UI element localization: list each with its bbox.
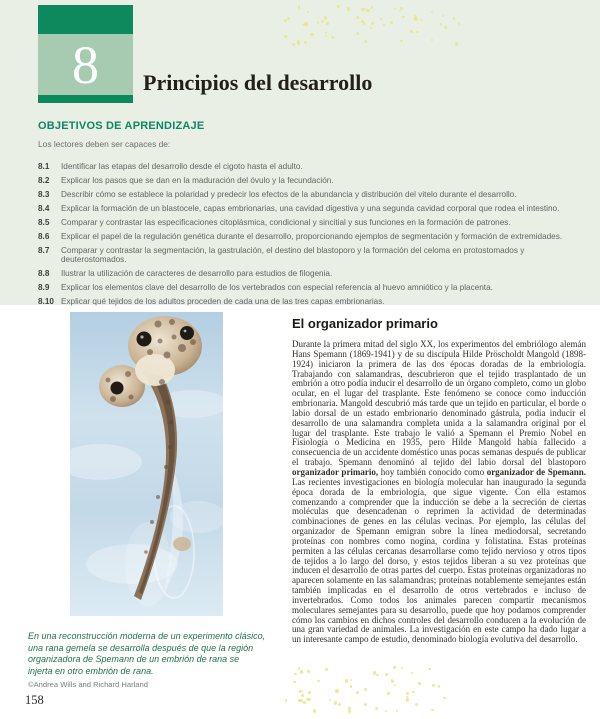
objectives-lead: Los lectores deben ser capaces de: — [38, 139, 171, 149]
objective-text: Describir cómo se establece la polaridad y predecir los efectos de la abundancia y distribución del vitelo durante el desarrollo. — [61, 190, 517, 199]
objective-text: Ilustrar la utilización de caracteres de desarrollo para estudios de filogenia. — [61, 268, 333, 278]
decorative-dot — [293, 681, 296, 684]
objective-number: 8.6 — [38, 232, 50, 241]
objective-text: Explicar los pasos que se dan en la maduración del óvulo y la fecundación. — [61, 176, 334, 185]
objective-number: 8.2 — [38, 176, 50, 185]
decorative-dot — [406, 696, 408, 698]
decorative-dot — [298, 699, 301, 702]
objective-item — [38, 247, 590, 264]
objective-text: Explicar qué tejidos de los adultos proceden de cada una de las tres capas embrionarias. — [61, 296, 385, 306]
decorative-dot — [300, 670, 304, 674]
objective-item — [38, 205, 590, 214]
decorative-dot — [438, 685, 441, 688]
body-segment: hoy también conocido como — [378, 466, 487, 477]
objective-item — [38, 219, 590, 228]
figure-credit: ©Andrea Wills and Richard Harland — [28, 679, 148, 689]
decorative-dot — [356, 691, 358, 693]
decorative-dot — [334, 701, 337, 704]
objective-number: 8.5 — [38, 218, 50, 227]
decorative-dot — [313, 709, 316, 712]
decorative-dot — [335, 689, 338, 692]
decorative-dot — [375, 707, 378, 710]
decorative-dot — [303, 701, 306, 704]
decorative-dot — [308, 691, 311, 694]
decorative-dot — [376, 674, 378, 676]
decorative-dot — [307, 698, 311, 702]
objective-text: Comparar y contrastar las especificaciones citoplásmica, condicional y sincitial y sus funciones en la formación de patrones. — [61, 218, 511, 227]
objective-item — [38, 177, 590, 186]
decorative-dot — [317, 680, 319, 682]
decorative-dot — [391, 679, 394, 682]
objective-text: Explicar la formación de un blastocele, capas embrionarias, una cavidad digestiva y una segunda cavidad corporal que rodea el intestino. — [61, 204, 560, 213]
decorative-dot — [406, 692, 409, 695]
chapter-box-top-bar — [38, 5, 133, 34]
decorative-dot — [338, 703, 341, 706]
article-heading: El organizador primario — [292, 316, 438, 331]
objective-number: 8.4 — [38, 204, 50, 213]
figure-caption: En una reconstrucción moderna de un experimento clásico, una rana gemela se desarrolla después de que la región organizadora de Spemann de un embrión de rana se injerta en otro embrión de rana. — [28, 631, 266, 676]
decorative-dot — [418, 682, 421, 685]
decorative-dot — [415, 703, 418, 706]
decorative-dot — [385, 710, 387, 712]
decorative-dot — [348, 707, 351, 710]
bold-term-organizador-de-spemann: organizador de Spemann. — [486, 466, 586, 477]
decorative-dot — [411, 672, 413, 674]
decorative-dot — [298, 667, 300, 669]
decorative-dot — [432, 684, 435, 687]
decorative-dot — [396, 710, 398, 712]
chapter-box-bottom-bar — [38, 95, 133, 103]
objective-item — [38, 298, 590, 307]
decorative-dot — [401, 667, 403, 669]
chapter-number-box — [38, 5, 133, 103]
objective-number: 8.7 — [38, 246, 50, 255]
objective-number: 8.8 — [38, 268, 50, 278]
objectives-heading: OBJETIVOS DE APRENDIZAJE — [38, 120, 205, 132]
decorative-dot — [364, 688, 367, 691]
decorative-dots-bottom — [283, 666, 458, 716]
embryo-photo — [70, 312, 223, 616]
objective-text: Explicar los elementos clave del desarrollo de los vertebrados con especial referencia al huevo amniótico y la placenta. — [61, 282, 493, 292]
objective-item — [38, 233, 590, 242]
decorative-dot — [373, 671, 376, 674]
decorative-dot — [406, 698, 409, 701]
objective-number: 8.9 — [38, 282, 50, 292]
decorative-dot — [387, 692, 390, 695]
chapter-number: 8 — [72, 34, 99, 95]
decorative-dot — [348, 710, 351, 713]
decorative-dot — [394, 684, 396, 686]
objective-number: 8.1 — [38, 162, 50, 171]
objectives-list — [38, 163, 590, 306]
decorative-dot — [301, 694, 304, 697]
decorative-dot — [443, 697, 445, 699]
chapter-box-body — [38, 34, 133, 95]
page-number: 158 — [25, 693, 44, 707]
learning-objectives-section — [38, 120, 590, 312]
chapter-title: Principios del desarrollo — [143, 70, 373, 95]
decorative-dot — [345, 679, 349, 683]
decorative-dot — [431, 709, 434, 712]
decorative-dot — [350, 679, 352, 681]
article-body — [292, 340, 586, 645]
objective-item — [38, 163, 590, 172]
decorative-dot — [329, 699, 331, 701]
decorative-dot — [325, 668, 328, 671]
decorative-dot — [391, 680, 394, 683]
decorative-dot — [299, 690, 302, 693]
decorative-dot — [412, 691, 415, 694]
objective-item — [38, 284, 590, 293]
objective-item — [38, 270, 590, 279]
objective-number: 8.3 — [38, 190, 50, 199]
objective-text: Identificar las etapas del desarrollo desde el cigoto hasta el adulto. — [61, 162, 303, 171]
decorative-dot — [364, 703, 367, 706]
decorative-dot — [385, 673, 388, 676]
decorative-dot — [285, 699, 288, 702]
decorative-dot — [300, 699, 303, 702]
objective-text: Explicar el papel de la regulación genética durante el desarrollo, proporcionando ejemplos de segmentación y formación de extremidades. — [61, 232, 563, 241]
bold-term-organizador-primario: organizador primario, — [292, 466, 379, 477]
decorative-dot — [301, 690, 303, 692]
decorative-dot — [306, 698, 308, 700]
decorative-dot — [294, 673, 297, 676]
decorative-dot — [298, 699, 301, 702]
body-segment: Durante la primera mitad del siglo XX, los experimentos del embriólogo alemán Hans Spemann (1869-1941) y de su discípula Hilde Pröscholdt Mangold (1898-1924) iniciaron la primera de las dos épocas doradas de la embriología. Trabajando con salamandras, descubrieron que el tejido trasplantado de un embrión a otro podía inducir el desarrollo de un órgano completo, como un globo ocular, en el lugar del trasplante. Este fenómeno se conoce como inducción embrionaria. Mangold descubrió más tarde que un tejido en particular, el borde o labio dorsal de un estado embrionario denominado gástrula, podía inducir el desarrollo de una salamandra completa unida a la salamandra original por el lugar del trasplante. Este trabajo le valió a Spemann el Premio Nobel en Fisiología o Medicina en 1935, pero Hilde Mangold había fallecido a consecuencia de un accidente doméstico unas pocas semanas después de publicar el trabajo. Spemann denominó al tejido del labio dorsal del blastoporo — [292, 339, 586, 468]
article-column — [292, 316, 586, 645]
decorative-dot — [428, 668, 431, 671]
objective-item — [38, 191, 590, 200]
objective-number: 8.10 — [38, 296, 54, 306]
body-segment: Las recientes investigaciones en biología molecular han inaugurado la segunda época dorada de la embriología, que sigue vigente. Con ella estamos comenzando a comprender que la inducción se debe a la secreción de ciertas moléculas que desencadenan o reprimen la actividad de determinadas combinaciones de genes en las células vecinas. Por ejemplo, las células del organizador de Spemann emigran sobre la línea mediodorsal, secretando proteínas con nombres como nogina, cordina y folistatina. Estas proteínas permiten a las células cercanas desarrollarse como tejido nervioso y otros tipos de tejidos a lo largo del dorso, y estos tejidos liberan a su vez proteínas que inducen el desarrollo de otras partes del cuerpo. Estas proteínas organizadoras no aparecen solamente en las salamandras; proteínas notablemente semejantes están también implicadas en el desarrollo de otros vertebrados e incluso de invertebrados. Como todos los animales parecen compartir mecanismos moleculares semejantes para su desarrollo, puede que hoy podamos comprender cómo los cambios en dichos controles del desarrollo conducen a la evolución de una gran variedad de animales. La investigación en este campo ha dado lugar a un interesante campo de estudio, denominado biología evolutiva del desarrollo. — [292, 476, 586, 645]
decorative-dot — [350, 685, 352, 687]
embryo-photo-illustration — [70, 312, 223, 616]
decorative-dot — [393, 666, 395, 668]
decorative-dot — [307, 670, 310, 673]
objective-text: Comparar y contrastar la segmentación, la gastrulación, el destino del blastoporo y la formación del celoma en protostomados y deuterostomados. — [61, 246, 525, 264]
